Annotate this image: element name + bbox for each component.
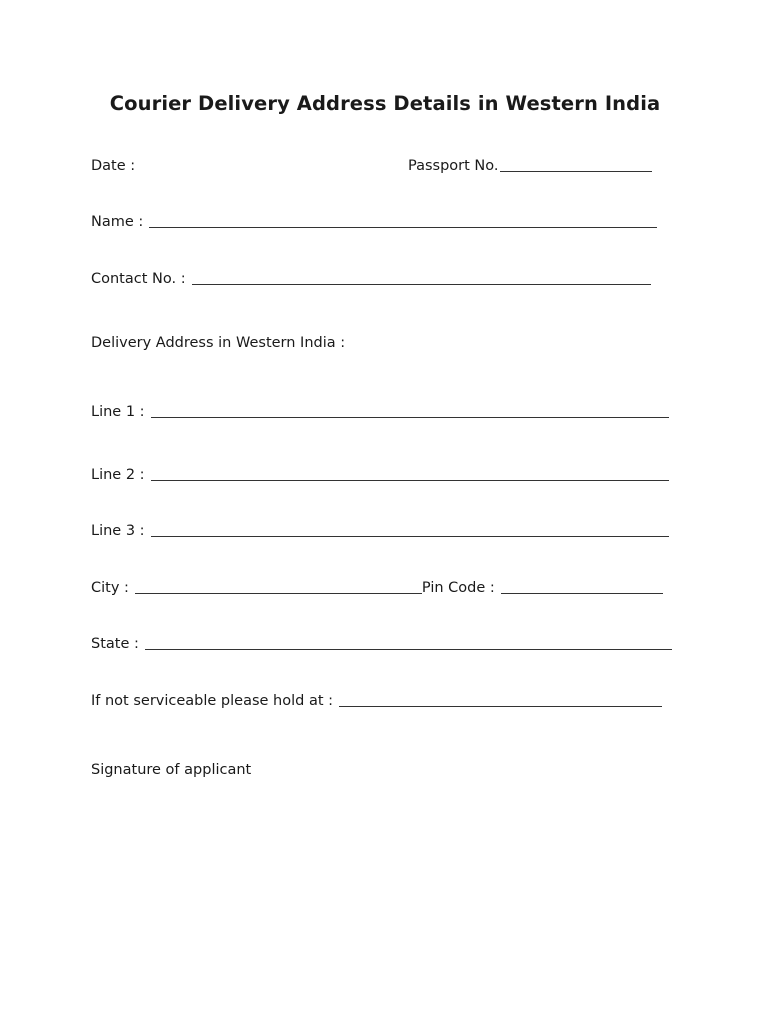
city-row bbox=[91, 579, 663, 597]
line1-row bbox=[91, 403, 669, 421]
state-field[interactable] bbox=[145, 649, 672, 650]
line2-row bbox=[91, 466, 669, 484]
name-row bbox=[91, 213, 657, 231]
line3-label: Line 3 : bbox=[91, 523, 145, 539]
date-label: Date : bbox=[91, 158, 136, 174]
delivery-heading-row bbox=[91, 334, 345, 352]
line3-field[interactable] bbox=[151, 536, 669, 537]
date-row bbox=[91, 157, 135, 175]
hold-label: If not serviceable please hold at : bbox=[91, 693, 334, 709]
hold-field[interactable] bbox=[339, 706, 662, 707]
contact-label: Contact No. : bbox=[91, 271, 186, 287]
signature-label: Signature of applicant bbox=[91, 762, 252, 778]
line1-label: Line 1 : bbox=[91, 404, 145, 420]
line2-label: Line 2 : bbox=[91, 467, 145, 483]
name-label: Name : bbox=[91, 214, 144, 230]
state-row bbox=[91, 635, 672, 653]
contact-row bbox=[91, 270, 651, 288]
signature-row bbox=[91, 761, 251, 779]
passport-field[interactable] bbox=[500, 171, 652, 172]
city-label: City : bbox=[91, 580, 129, 596]
city-field[interactable] bbox=[135, 593, 422, 594]
contact-field[interactable] bbox=[192, 284, 651, 285]
line3-row bbox=[91, 522, 669, 540]
name-field[interactable] bbox=[149, 227, 657, 228]
pincode-label: Pin Code : bbox=[421, 580, 495, 596]
delivery-heading: Delivery Address in Western India : bbox=[91, 335, 346, 351]
line1-field[interactable] bbox=[151, 417, 669, 418]
form-title: Courier Delivery Address Details in Western India bbox=[109, 92, 661, 115]
passport-row bbox=[408, 157, 652, 175]
passport-label: Passport No. bbox=[408, 158, 499, 174]
line2-field[interactable] bbox=[151, 480, 669, 481]
state-label: State : bbox=[91, 636, 139, 652]
pincode-field[interactable] bbox=[501, 593, 663, 594]
hold-row bbox=[91, 692, 662, 710]
